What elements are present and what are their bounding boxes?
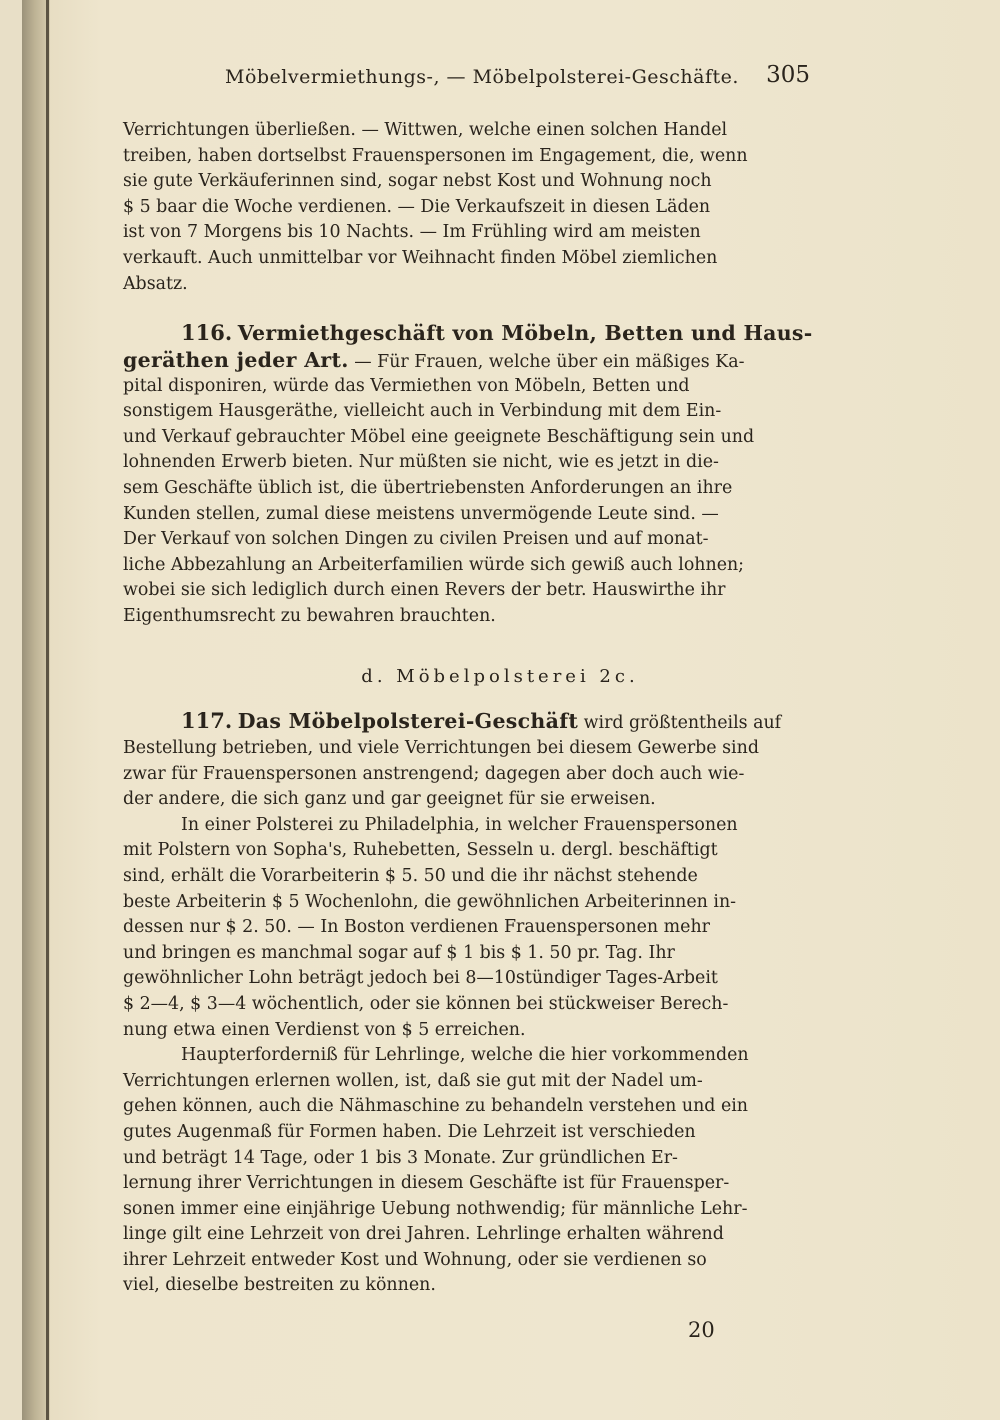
section-117: [123, 708, 815, 1299]
text-line: sem Geschäfte üblich ist, die übertriebensten Anforderungen an ihre: [123, 477, 733, 498]
text-line: wobei sie sich lediglich durch einen Revers der betr. Hauswirthe ihr: [123, 580, 726, 601]
running-head: Möbelvermiethungs-, — Möbelpolsterei-Geschäfte.: [225, 66, 739, 88]
binding-shadow-line: [46, 0, 49, 1420]
text-line: pital disponiren, würde das Vermiethen von Möbeln, Betten und: [123, 375, 690, 396]
text-line: viel, dieselbe bestreiten zu können.: [123, 1275, 436, 1296]
text-line: Der Verkauf von solchen Dingen zu civilen Preisen und auf monat-: [123, 529, 709, 550]
text-line: und bringen es manchmal sogar auf $ 1 bis $ 1. 50 pr. Tag. Ihr: [123, 942, 675, 963]
paragraph-first-line: In einer Polsterei zu Philadelphia, in welcher Frauenspersonen: [181, 814, 738, 835]
text-line: dessen nur $ 2. 50. — In Boston verdienen Frauenspersonen mehr: [123, 917, 710, 938]
text-line: gehen können, auch die Nähmaschine zu behandeln verstehen und ein: [123, 1096, 749, 1117]
section-d-heading: d. Möbelpolsterei 2c.: [361, 666, 639, 687]
text-line: zwar für Frauenspersonen anstrengend; dagegen aber doch auch wie-: [123, 763, 745, 784]
section-116-title-a: Vermiethgeschäft von Möbeln, Betten und Haus-: [237, 321, 813, 345]
section-117-title-line: [123, 708, 815, 736]
section-116-first-line: [123, 348, 815, 374]
text-line: treiben, haben dortselbst Frauenspersonen im Engagement, die, wenn: [123, 145, 748, 166]
paragraph-first-line: Haupterforderniß für Lehrlinge, welche die hier vorkommenden: [181, 1045, 749, 1066]
text-line: sie gute Verkäuferinnen sind, sogar nebst Kost und Wohnung noch: [123, 171, 712, 192]
text-line: ist von 7 Morgens bis 10 Nachts. — Im Frühling wird am meisten: [123, 222, 701, 243]
text-line: $ 2—4, $ 3—4 wöchentlich, oder sie können bei stückweiser Berech-: [123, 993, 729, 1014]
section-117-number: 117.: [181, 708, 233, 733]
text-line: $ 5 baar die Woche verdienen. — Die Verkaufszeit in diesen Läden: [123, 196, 711, 217]
text-line: ihrer Lehrzeit entweder Kost und Wohnung, oder sie verdienen so: [123, 1249, 707, 1270]
text-line: und Verkauf gebrauchter Möbel eine geeignete Beschäftigung sein und: [123, 426, 755, 447]
text-line: der andere, die sich ganz und gar geeignet für sie erweisen.: [123, 789, 656, 810]
text-line: lernung ihrer Verrichtungen in diesem Geschäfte ist für Frauensper-: [123, 1173, 730, 1194]
page-number: 305: [766, 62, 810, 88]
text-line: Eigenthumsrecht zu bewahren brauchten.: [123, 605, 496, 626]
section-116-first-line-rest: — Für Frauen, welche über ein mäßiges Ka-: [354, 352, 745, 372]
section-116-title-b: geräthen jeder Art.: [123, 348, 349, 372]
page-header: [225, 62, 810, 96]
text-line: Verrichtungen erlernen wollen, ist, daß sie gut mit der Nadel um-: [123, 1070, 703, 1091]
section-117-title: Das Möbelpolsterei-Geschäft: [237, 709, 579, 733]
section-116-title-line: [123, 320, 815, 348]
text-line: liche Abbezahlung an Arbeiterfamilien würde sich gewiß auch lohnen;: [123, 554, 745, 575]
text-line: verkauft. Auch unmittelbar vor Weihnacht finden Möbel ziemlichen: [123, 247, 718, 268]
text-line: Verrichtungen überließen. — Wittwen, welche einen solchen Handel: [123, 120, 728, 140]
text-line: Bestellung betrieben, und viele Verrichtungen bei diesem Gewerbe sind: [123, 738, 759, 758]
text-line: Absatz.: [123, 273, 188, 294]
section-116-number: 116.: [181, 320, 233, 345]
signature-mark: 20: [688, 1318, 715, 1342]
text-line: und beträgt 14 Tage, oder 1 bis 3 Monate. Zur gründlichen Er-: [123, 1147, 678, 1168]
text-block-continuation: [123, 118, 815, 297]
text-line: linge gilt eine Lehrzeit von drei Jahren. Lehrlinge erhalten während: [123, 1224, 724, 1245]
text-line: beste Arbeiterin $ 5 Wochenlohn, die gewöhnlichen Arbeiterinnen in-: [123, 891, 737, 912]
text-line: gutes Augenmaß für Formen haben. Die Lehrzeit ist verschieden: [123, 1121, 696, 1142]
text-line: lohnenden Erwerb bieten. Nur müßten sie nicht, wie es jetzt in die-: [123, 452, 719, 473]
text-line: nung etwa einen Verdienst von $ 5 erreichen.: [123, 1019, 526, 1040]
text-line: sind, erhält die Vorarbeiterin $ 5. 50 und die ihr nächst stehende: [123, 865, 698, 886]
text-line: Kunden stellen, zumal diese meistens unvermögende Leute sind. —: [123, 503, 719, 524]
text-line: gewöhnlicher Lohn beträgt jedoch bei 8—10stündiger Tages-Arbeit: [123, 968, 718, 989]
section-116: [123, 320, 815, 630]
section-117-first-line-rest: wird größtentheils auf: [583, 713, 782, 733]
text-line: sonstigem Hausgeräthe, vielleicht auch in Verbindung mit dem Ein-: [123, 401, 722, 422]
text-line: sonen immer eine einjährige Uebung nothwendig; für männliche Lehr-: [123, 1198, 748, 1219]
text-line: mit Polstern von Sopha's, Ruhebetten, Sesseln u. dergl. beschäftigt: [123, 840, 718, 861]
